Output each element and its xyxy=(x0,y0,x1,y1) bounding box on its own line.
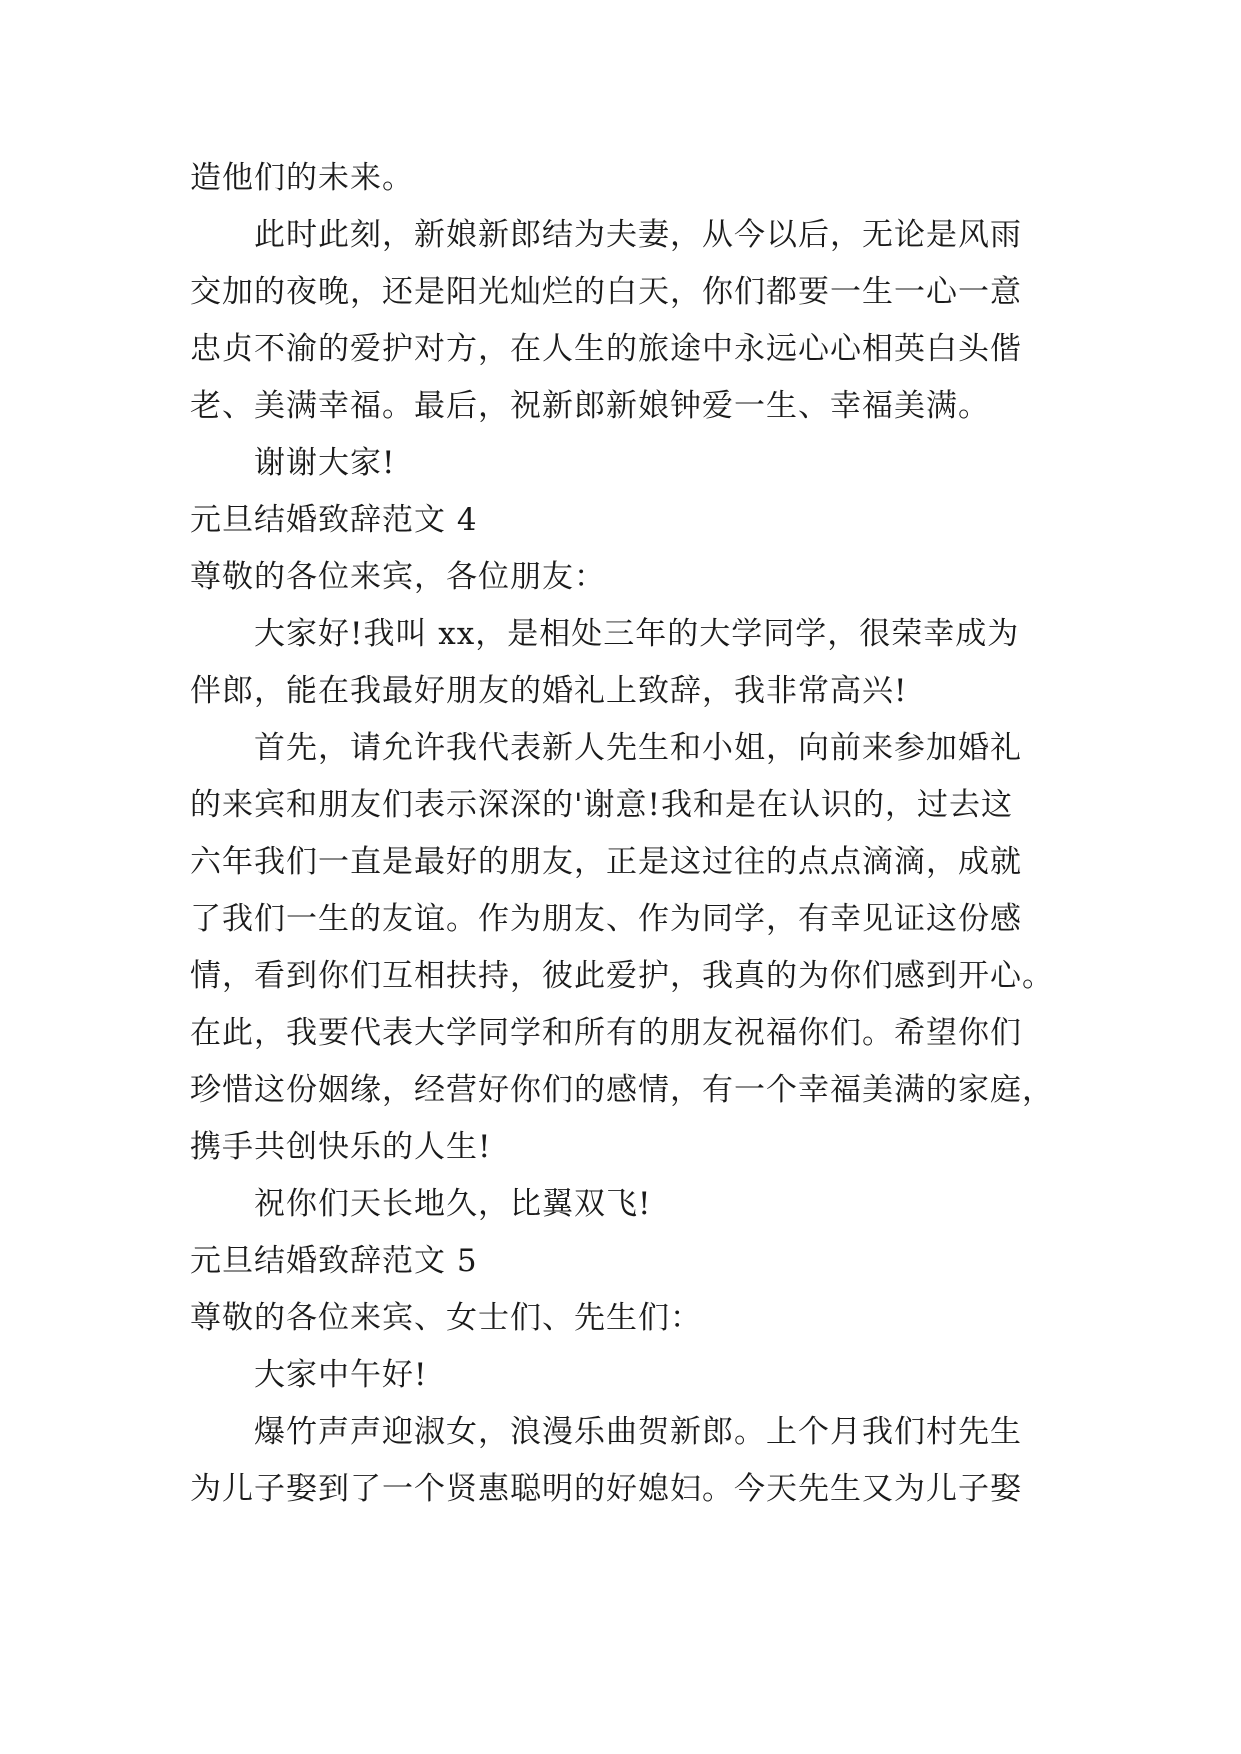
text-line: 了我们一生的友谊。作为朋友、作为同学，有幸见证这份感 xyxy=(190,901,1022,937)
document-body xyxy=(190,150,1054,1518)
text-line: 老、美满幸福。最后，祝新郎新娘钟爱一生、幸福美满。 xyxy=(190,388,990,424)
text-line: 携手共创快乐的人生! xyxy=(190,1129,492,1165)
text-line: 伴郎，能在我最好朋友的婚礼上致辞，我非常高兴! xyxy=(190,673,908,709)
text-line: 大家好!我叫 xx，是相处三年的大学同学，很荣幸成为 xyxy=(254,616,1020,652)
text-line: 珍惜这份姻缘，经营好你们的感情，有一个幸福美满的家庭， xyxy=(190,1072,1054,1108)
salutation: 尊敬的各位来宾、女士们、先生们： xyxy=(190,1300,702,1336)
text-line: 此时此刻，新娘新郎结为夫妻，从今以后，无论是风雨 xyxy=(254,217,1022,253)
text-line: 首先，请允许我代表新人先生和小姐，向前来参加婚礼 xyxy=(254,730,1022,766)
text-line: 大家中午好! xyxy=(254,1357,428,1393)
text-line: 交加的夜晚，还是阳光灿烂的白天，你们都要一生一心一意 xyxy=(190,274,1022,310)
text-line: 爆竹声声迎淑女，浪漫乐曲贺新郎。上个月我们村先生 xyxy=(254,1414,1022,1450)
section-heading: 元旦结婚致辞范文 4 xyxy=(190,502,478,538)
text-line: 情，看到你们互相扶持，彼此爱护，我真的为你们感到开心。 xyxy=(190,958,1054,994)
text-line: 六年我们一直是最好的朋友，正是这过往的点点滴滴，成就 xyxy=(190,844,1022,880)
text-line: 为儿子娶到了一个贤惠聪明的好媳妇。今天先生又为儿子娶 xyxy=(190,1471,1022,1507)
text-line: 忠贞不渝的爱护对方，在人生的旅途中永远心心相英白头偕 xyxy=(190,331,1022,367)
text-line: 造他们的未来。 xyxy=(190,160,414,196)
text-line: 的来宾和朋友们表示深深的'谢意!我和是在认识的，过去这 xyxy=(190,787,1013,823)
text-line: 谢谢大家! xyxy=(254,445,396,481)
section-heading: 元旦结婚致辞范文 5 xyxy=(190,1243,478,1279)
salutation: 尊敬的各位来宾，各位朋友： xyxy=(190,559,606,595)
text-line: 祝你们天长地久，比翼双飞! xyxy=(254,1186,652,1222)
text-line: 在此，我要代表大学同学和所有的朋友祝福你们。希望你们 xyxy=(190,1015,1022,1051)
